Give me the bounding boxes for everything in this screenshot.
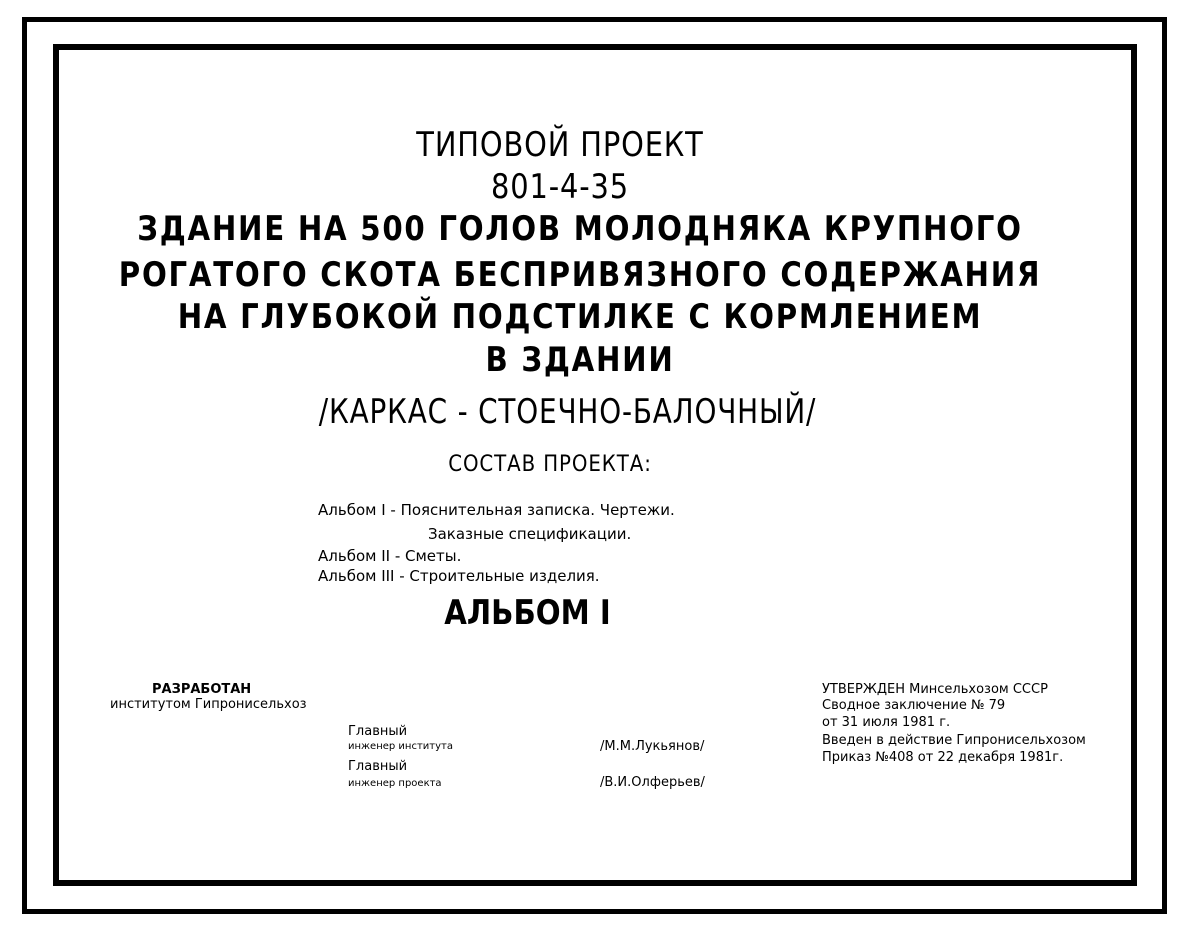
title-line-3: НА ГЛУБОКОЙ ПОДСТИЛКЕ С КОРМЛЕНИЕМ bbox=[177, 297, 983, 337]
approval-line-1: УТВЕРЖДЕН Минсельхозом СССР bbox=[822, 682, 1048, 697]
chief-engineer-project-title: Главный bbox=[348, 759, 408, 774]
developer-label: РАЗРАБОТАН bbox=[152, 682, 252, 697]
chief-engineer-institute-title: Главный bbox=[348, 724, 408, 739]
chief-engineer-institute-role: инженер института bbox=[348, 741, 453, 752]
album-1-description-cont: Заказные спецификации. bbox=[428, 525, 632, 543]
composition-heading: СОСТАВ ПРОЕКТА: bbox=[448, 452, 652, 477]
title-line-4: В ЗДАНИИ bbox=[485, 340, 675, 380]
album-3-description: Альбом III - Строительные изделия. bbox=[318, 567, 600, 585]
album-1-description: Альбом I - Пояснительная записка. Чертежи. bbox=[318, 501, 675, 519]
chief-engineer-project-name: /В.И.Олферьев/ bbox=[600, 775, 705, 790]
chief-engineer-institute-name: /М.М.Лукьянов/ bbox=[600, 739, 705, 754]
chief-engineer-project-role: инженер проекта bbox=[348, 778, 442, 789]
approval-line-3: от 31 июля 1981 г. bbox=[822, 715, 951, 730]
album-2-description: Альбом II - Сметы. bbox=[318, 547, 462, 565]
developer-institute: институтом Гипронисельхоз bbox=[110, 697, 307, 712]
project-number: 801-4-35 bbox=[491, 167, 629, 207]
title-line-2: РОГАТОГО СКОТА БЕСПРИВЯЗНОГО СОДЕРЖАНИЯ bbox=[118, 255, 1042, 295]
frame-type: /КАРКАС - СТОЕЧНО-БАЛОЧНЫЙ/ bbox=[318, 392, 817, 432]
current-album: АЛЬБОМ I bbox=[444, 593, 611, 633]
approval-line-5: Приказ №408 от 22 декабря 1981г. bbox=[822, 750, 1064, 765]
project-type: ТИПОВОЙ ПРОЕКТ bbox=[416, 125, 704, 165]
approval-line-4: Введен в действие Гипронисельхозом bbox=[822, 733, 1086, 748]
title-line-1: ЗДАНИЕ НА 500 ГОЛОВ МОЛОДНЯКА КРУПНОГО bbox=[137, 209, 1023, 249]
approval-line-2: Сводное заключение № 79 bbox=[822, 698, 1006, 713]
